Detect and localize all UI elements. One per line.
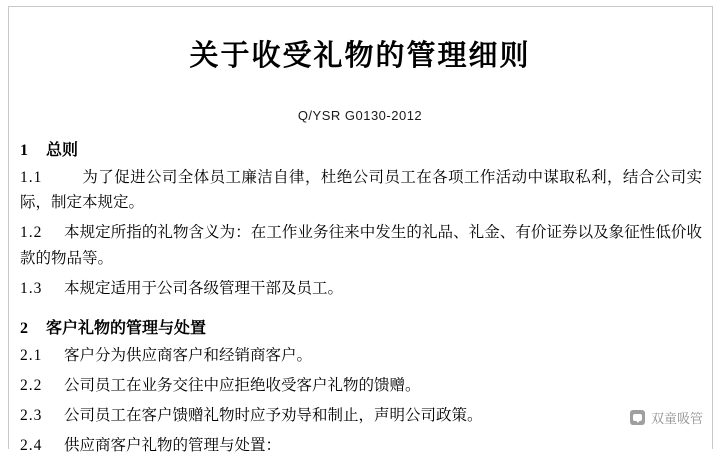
watermark-label: 双童吸管 xyxy=(650,411,703,426)
watermark xyxy=(630,408,703,427)
paragraph-text-2-3: 公司员工在客户馈赠礼物时应予劝导和制止，声明公司政策。 xyxy=(64,407,483,425)
paragraph-text-2-1: 客户分为供应商客户和经销商客户。 xyxy=(64,346,313,364)
paragraph-number-1-3: 1.3 xyxy=(20,279,43,297)
paragraph-2-4 xyxy=(18,433,702,458)
document-code: Q/YSR G0130-2012 xyxy=(297,108,423,124)
paragraph-number-1-1: 1.1 xyxy=(20,169,43,187)
paragraph-number-2-1: 2.1 xyxy=(20,346,43,364)
section-heading-1 xyxy=(18,137,702,160)
paragraph-text-1-1: 为了促进公司全体员工廉洁自律，杜绝公司员工在各项工作活动中谋取私利，结合公司实际，制定本规定。 xyxy=(20,169,702,212)
paragraph-number-2-4: 2.4 xyxy=(20,437,43,455)
paragraph-1-2 xyxy=(18,220,702,270)
paragraph-number-2-3: 2.3 xyxy=(20,407,43,425)
paragraph-text-1-3: 本规定适用于公司各级管理干部及员工。 xyxy=(64,279,344,297)
paragraph-1-1 xyxy=(18,165,702,215)
wechat-logo-icon xyxy=(630,410,645,425)
section-heading-2 xyxy=(18,315,702,338)
section-number-1: 1 xyxy=(20,142,28,160)
paragraph-2-1 xyxy=(18,343,702,368)
document-content xyxy=(18,10,702,458)
section-title-2: 客户礼物的管理与处置 xyxy=(46,319,207,337)
document-title: 关于收受礼物的管理细则 xyxy=(189,40,531,72)
paragraph-text-1-2: 本规定所指的礼物含义为：在工作业务往来中发生的礼品、礼金、有价证券以及象征性低价收款的物品等。 xyxy=(20,224,702,267)
paragraph-number-1-2: 1.2 xyxy=(20,224,43,242)
paragraph-2-3 xyxy=(18,403,702,428)
paragraph-number-2-2: 2.2 xyxy=(20,376,43,394)
paragraph-text-2-4: 供应商客户礼物的管理与处置： xyxy=(64,437,282,455)
paragraph-text-2-2: 公司员工在业务交往中应拒绝收受客户礼物的馈赠。 xyxy=(64,376,421,394)
paragraph-2-2 xyxy=(18,373,702,398)
paragraph-1-3 xyxy=(18,276,702,301)
section-number-2: 2 xyxy=(20,319,28,337)
section-title-1: 总则 xyxy=(46,142,79,160)
